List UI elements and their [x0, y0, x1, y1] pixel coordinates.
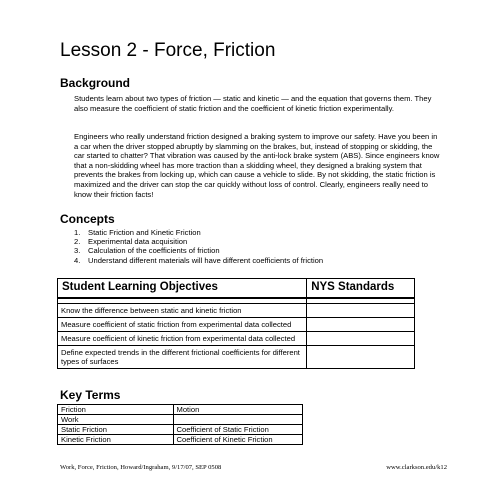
table-row	[58, 415, 303, 425]
objective-cell: Define expected trends in the different frictional coefficients for different types of surfaces	[58, 346, 307, 369]
standard-cell	[307, 332, 415, 346]
concept-number: 4.	[74, 255, 81, 265]
key-term-cell: Work	[58, 415, 174, 425]
concept-item	[74, 256, 454, 265]
footer-url: www.clarkson.edu/k12	[386, 464, 447, 471]
footer-citation: Work, Force, Friction, Howard/Ingraham, 9/17/07, SEP 0508	[60, 464, 222, 471]
key-terms-table	[57, 404, 303, 445]
key-term-cell: Motion	[173, 405, 303, 415]
standard-cell	[307, 318, 415, 332]
objective-cell: Measure coefficient of kinetic friction from experimental data collected	[58, 332, 307, 346]
background-heading: Background	[60, 76, 131, 90]
table-row	[58, 332, 415, 346]
learning-objectives-table	[57, 278, 415, 369]
key-term-cell: Friction	[58, 405, 174, 415]
background-paragraph-2: Engineers who really understand friction designed a braking system to improve our safety. Have you been in a car when the driver stopped abruptly by slamming on the brakes, but, instead of stopping or skidding, the car started to chatter? That vibration was caused by the anti-lock brake system (ABS). Since engineers know that a non-skidding wheel has more traction than a skidding wheel, they designed a braking system that prevents the brakes from locking up, which can cause a vehicle to slide. By not skidding, the static friction is maximized and the driver can stop the car quickly without loss of control. Clearly, engineers really need to know their friction facts!	[74, 132, 440, 199]
background-paragraph-1: Students learn about two types of friction — static and kinetic — and the equation that governs them. They also measure the coefficient of static friction and the coefficient of kinetic friction experimentally.	[74, 94, 432, 113]
lesson-title: Lesson 2 - Force, Friction	[60, 40, 276, 61]
concept-item	[74, 237, 454, 246]
concept-item	[74, 246, 454, 255]
concepts-heading: Concepts	[60, 212, 115, 226]
key-term-cell: Coefficient of Kinetic Friction	[173, 435, 303, 445]
key-term-cell: Kinetic Friction	[58, 435, 174, 445]
table-row	[58, 346, 415, 369]
objective-cell: Measure coefficient of static friction from experimental data collected	[58, 318, 307, 332]
objective-cell: Know the difference between static and kinetic friction	[58, 304, 307, 318]
table-row	[58, 405, 303, 415]
key-terms-heading: Key Terms	[60, 388, 121, 402]
key-term-cell: Static Friction	[58, 425, 174, 435]
concept-number: 2.	[74, 237, 81, 247]
concept-number: 3.	[74, 246, 81, 256]
concept-text: Static Friction and Kinetic Friction	[88, 228, 201, 237]
objectives-header: Student Learning Objectives	[58, 279, 307, 299]
concept-number: 1.	[74, 228, 81, 237]
concept-item	[74, 228, 454, 237]
concept-text: Understand different materials will have different coefficients of friction	[88, 255, 324, 265]
standards-header: NYS Standards	[307, 279, 415, 299]
concept-text: Calculation of the coefficients of friction	[88, 246, 220, 256]
standard-cell	[307, 304, 415, 318]
concepts-list	[74, 228, 454, 265]
concept-text: Experimental data acquisition	[88, 237, 188, 247]
key-term-cell	[173, 415, 303, 425]
standard-cell	[307, 346, 415, 369]
table-row	[58, 435, 303, 445]
table-row	[58, 425, 303, 435]
table-row	[58, 304, 415, 318]
table-row	[58, 318, 415, 332]
key-term-cell: Coefficient of Static Friction	[173, 425, 303, 435]
